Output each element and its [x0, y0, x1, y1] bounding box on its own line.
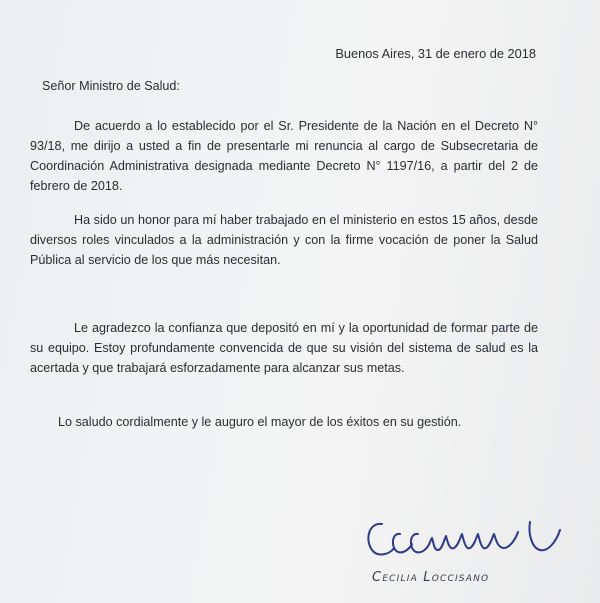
letter-closing: Lo saludo cordialmente y le auguro el mayor de los éxitos en su gestión.	[58, 415, 462, 429]
printed-name: Cecilia Loccisano	[372, 570, 490, 585]
letter-date: Buenos Aires, 31 de enero de 2018	[335, 46, 536, 61]
handwritten-signature	[360, 508, 570, 568]
paragraph-honor: Ha sido un honor para mí haber trabajado en el ministerio en estos 15 años, desde diversos roles vinculados a la administración y con la firme vocación de poner la Salud Pública al servicio de los que más necesitan.	[30, 213, 538, 267]
paragraph-gratitude: Le agradezco la confianza que depositó en mí y la oportunidad de formar parte de su equipo. Estoy profundamente convencida de que su visión del sistema de salud es la acertada y que trabajará esforzadamente para alcanzar sus metas.	[30, 321, 538, 375]
letter-salutation: Señor Ministro de Salud:	[42, 79, 180, 93]
paragraph-resignation: De acuerdo a lo establecido por el Sr. Presidente de la Nación en el Decreto N° 93/18, me dirijo a usted a fin de presentarle mi renuncia al cargo de Subsecretaria de Coordinación Administrativa designada mediante Decreto N° 1197/16, a partir del 2 de febrero de 2018.	[30, 119, 538, 193]
